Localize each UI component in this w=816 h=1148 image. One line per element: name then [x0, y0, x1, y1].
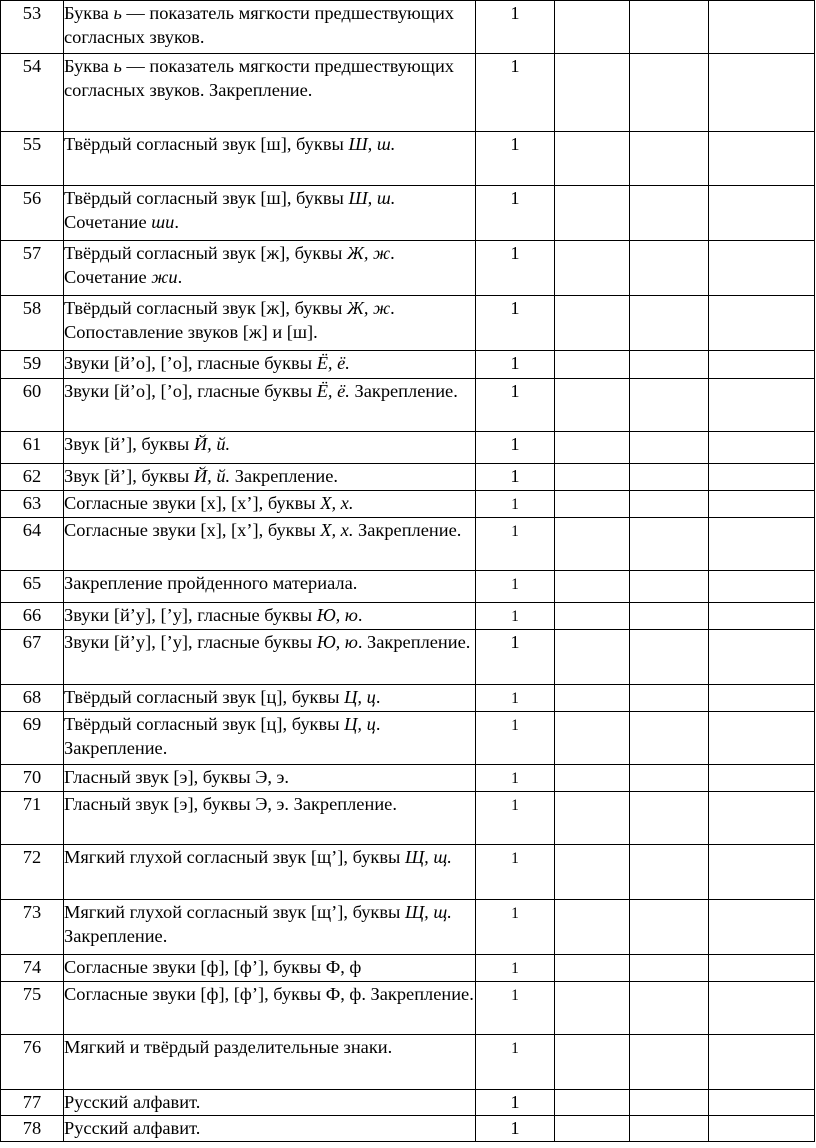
- table-row: [1, 630, 815, 685]
- empty-cell: [555, 1090, 630, 1116]
- lesson-topic: [64, 900, 476, 955]
- topic-text: Твёрдый согласный звук [ц], буквы: [64, 714, 345, 734]
- topic-text: .: [174, 212, 179, 232]
- empty-cell: [555, 630, 630, 685]
- lesson-topic: [64, 1, 476, 54]
- topic-text: Согласные звуки [х], [х’], буквы: [64, 493, 321, 513]
- empty-cell: [709, 712, 815, 765]
- topic-text: Мягкий глухой согласный звук [щ’], буквы: [64, 902, 405, 922]
- topic-text: Закрепление.: [64, 926, 168, 946]
- empty-cell: [555, 1, 630, 54]
- lesson-plan-body: [1, 1, 815, 1142]
- topic-text: Мягкий глухой согласный звук [щ’], буквы: [64, 847, 405, 867]
- lesson-number: 58: [1, 296, 64, 351]
- table-row: [1, 845, 815, 900]
- empty-cell: [709, 464, 815, 491]
- topic-letter-italic: Ш, ш.: [348, 188, 396, 208]
- lesson-hours: 1: [476, 1116, 555, 1142]
- topic-text: Буква: [64, 3, 114, 23]
- table-row: [1, 296, 815, 351]
- empty-cell: [709, 132, 815, 186]
- table-row: [1, 1, 815, 54]
- topic-text: . Сопоставление звуков [ж] и [ш].: [64, 298, 395, 342]
- empty-cell: [709, 351, 815, 379]
- topic-letter-italic: Ю, ю: [316, 605, 358, 625]
- topic-text: — показатель мягкости предшествующих согласных звуков. Закрепление.: [64, 56, 454, 100]
- topic-letter-italic: Х, х.: [320, 520, 354, 540]
- table-row: [1, 186, 815, 241]
- table-row: [1, 571, 815, 603]
- lesson-number: 54: [1, 54, 64, 132]
- lesson-number: 69: [1, 712, 64, 765]
- empty-cell: [630, 712, 709, 765]
- empty-cell: [709, 518, 815, 571]
- table-row: [1, 241, 815, 296]
- empty-cell: [709, 571, 815, 603]
- topic-text: Твёрдый согласный звук [ш], буквы: [64, 134, 349, 154]
- topic-text: Звуки [й’у], [’у], гласные буквы: [64, 632, 317, 652]
- empty-cell: [630, 186, 709, 241]
- lesson-hours: 1: [476, 186, 555, 241]
- lesson-topic: [64, 792, 476, 845]
- lesson-hours: 1: [476, 765, 555, 792]
- empty-cell: [630, 464, 709, 491]
- empty-cell: [555, 518, 630, 571]
- lesson-topic: [64, 685, 476, 712]
- lesson-topic: [64, 464, 476, 491]
- lesson-topic: [64, 1035, 476, 1090]
- topic-letter-italic: Ц, ц: [344, 714, 376, 734]
- table-row: [1, 685, 815, 712]
- empty-cell: [555, 132, 630, 186]
- lesson-hours: 1: [476, 1, 555, 54]
- topic-letter-italic: Ю, ю: [316, 632, 358, 652]
- table-row: [1, 1116, 815, 1142]
- topic-letter-italic: ь: [113, 56, 122, 76]
- topic-text: Русский алфавит.: [64, 1118, 201, 1138]
- lesson-hours: 1: [476, 955, 555, 982]
- topic-letter-italic: Х, х.: [320, 493, 354, 513]
- lesson-hours: 1: [476, 1090, 555, 1116]
- empty-cell: [709, 630, 815, 685]
- lesson-topic: [64, 571, 476, 603]
- topic-letter-italic: ши: [151, 212, 175, 232]
- topic-text: Закрепление.: [353, 520, 462, 540]
- lesson-hours: 1: [476, 296, 555, 351]
- empty-cell: [555, 464, 630, 491]
- lesson-topic: [64, 845, 476, 900]
- topic-text: Твёрдый согласный звук [ц], буквы: [64, 687, 345, 707]
- empty-cell: [555, 432, 630, 464]
- lesson-hours: 1: [476, 379, 555, 432]
- lesson-hours: 1: [476, 1035, 555, 1090]
- lesson-topic: [64, 630, 476, 685]
- lesson-number: 59: [1, 351, 64, 379]
- lesson-hours: 1: [476, 630, 555, 685]
- empty-cell: [709, 491, 815, 518]
- lesson-number: 66: [1, 603, 64, 630]
- table-row: [1, 379, 815, 432]
- empty-cell: [709, 54, 815, 132]
- lesson-number: 73: [1, 900, 64, 955]
- lesson-number: 74: [1, 955, 64, 982]
- lesson-number: 65: [1, 571, 64, 603]
- table-row: [1, 432, 815, 464]
- lesson-topic: [64, 54, 476, 132]
- empty-cell: [630, 630, 709, 685]
- empty-cell: [555, 296, 630, 351]
- table-row: [1, 54, 815, 132]
- lesson-hours: 1: [476, 845, 555, 900]
- empty-cell: [555, 845, 630, 900]
- lesson-topic: [64, 379, 476, 432]
- topic-letter-italic: Ж, ж: [347, 243, 391, 263]
- empty-cell: [630, 955, 709, 982]
- topic-letter-italic: ь: [113, 3, 122, 23]
- lesson-topic: [64, 132, 476, 186]
- lesson-hours: 1: [476, 432, 555, 464]
- topic-letter-italic: Ё, ё.: [316, 353, 350, 373]
- topic-text: Согласные звуки [ф], [ф’], буквы Ф, ф: [64, 957, 362, 977]
- lesson-number: 61: [1, 432, 64, 464]
- topic-text: Твёрдый согласный звук [ж], буквы: [64, 298, 347, 318]
- empty-cell: [709, 845, 815, 900]
- lesson-number: 55: [1, 132, 64, 186]
- empty-cell: [555, 571, 630, 603]
- topic-letter-italic: жи: [151, 267, 178, 287]
- lesson-number: 63: [1, 491, 64, 518]
- empty-cell: [709, 379, 815, 432]
- topic-letter-italic: Й, й.: [193, 466, 231, 486]
- empty-cell: [555, 54, 630, 132]
- lesson-topic: [64, 518, 476, 571]
- lesson-hours: 1: [476, 518, 555, 571]
- lesson-hours: 1: [476, 685, 555, 712]
- topic-text: Гласный звук [э], буквы Э, э.: [64, 767, 290, 787]
- empty-cell: [709, 432, 815, 464]
- lesson-number: 76: [1, 1035, 64, 1090]
- empty-cell: [630, 845, 709, 900]
- table-row: [1, 712, 815, 765]
- empty-cell: [555, 712, 630, 765]
- topic-text: Гласный звук [э], буквы Э, э. Закрепление.: [64, 794, 397, 814]
- lesson-hours: 1: [476, 351, 555, 379]
- empty-cell: [630, 571, 709, 603]
- empty-cell: [630, 432, 709, 464]
- table-row: [1, 1035, 815, 1090]
- empty-cell: [630, 685, 709, 712]
- topic-text: Мягкий и твёрдый разделительные знаки.: [64, 1037, 393, 1057]
- topic-letter-italic: Ж, ж: [347, 298, 391, 318]
- empty-cell: [630, 792, 709, 845]
- empty-cell: [555, 685, 630, 712]
- topic-text: Русский алфавит.: [64, 1092, 201, 1112]
- table-row: [1, 955, 815, 982]
- lesson-topic: [64, 186, 476, 241]
- empty-cell: [630, 1090, 709, 1116]
- empty-cell: [630, 379, 709, 432]
- topic-text: Звуки [й’о], [’о], гласные буквы: [64, 381, 317, 401]
- empty-cell: [555, 1035, 630, 1090]
- table-row: [1, 132, 815, 186]
- topic-text: Согласные звуки [ф], [ф’], буквы Ф, ф. Закрепление.: [64, 984, 474, 1004]
- topic-text: Твёрдый согласный звук [ж], буквы: [64, 243, 347, 263]
- topic-text: Сочетание: [64, 212, 152, 232]
- lesson-topic: [64, 982, 476, 1035]
- topic-text: Согласные звуки [х], [х’], буквы: [64, 520, 321, 540]
- lesson-number: 70: [1, 765, 64, 792]
- empty-cell: [555, 765, 630, 792]
- topic-text: Буква: [64, 56, 114, 76]
- table-row: [1, 491, 815, 518]
- lesson-number: 75: [1, 982, 64, 1035]
- topic-letter-italic: Ё, ё.: [316, 381, 350, 401]
- topic-text: . Сочетание: [64, 243, 395, 287]
- table-row: [1, 792, 815, 845]
- topic-text: Твёрдый согласный звук [ш], буквы: [64, 188, 349, 208]
- empty-cell: [630, 765, 709, 792]
- lesson-number: 64: [1, 518, 64, 571]
- lesson-topic: [64, 712, 476, 765]
- lesson-topic: [64, 1090, 476, 1116]
- empty-cell: [709, 685, 815, 712]
- empty-cell: [555, 955, 630, 982]
- lesson-hours: 1: [476, 132, 555, 186]
- table-row: [1, 765, 815, 792]
- empty-cell: [630, 982, 709, 1035]
- empty-cell: [555, 792, 630, 845]
- empty-cell: [709, 603, 815, 630]
- lesson-hours: 1: [476, 712, 555, 765]
- lesson-number: 56: [1, 186, 64, 241]
- table-row: [1, 603, 815, 630]
- lesson-number: 67: [1, 630, 64, 685]
- empty-cell: [630, 1, 709, 54]
- lesson-hours: 1: [476, 491, 555, 518]
- empty-cell: [630, 351, 709, 379]
- topic-letter-italic: Ц, ц: [344, 687, 376, 707]
- topic-text: Закрепление.: [349, 381, 458, 401]
- lesson-topic: [64, 491, 476, 518]
- topic-text: .: [375, 687, 381, 707]
- topic-letter-italic: Й, й.: [193, 434, 231, 454]
- lesson-number: 72: [1, 845, 64, 900]
- empty-cell: [555, 900, 630, 955]
- lesson-number: 68: [1, 685, 64, 712]
- table-row: [1, 1090, 815, 1116]
- lesson-number: 71: [1, 792, 64, 845]
- empty-cell: [709, 1035, 815, 1090]
- lesson-topic: [64, 955, 476, 982]
- table-row: [1, 351, 815, 379]
- empty-cell: [709, 982, 815, 1035]
- empty-cell: [709, 186, 815, 241]
- topic-letter-italic: Щ, щ.: [405, 902, 452, 922]
- topic-text: .: [357, 605, 363, 625]
- topic-text: . Закрепление.: [64, 714, 381, 758]
- empty-cell: [709, 955, 815, 982]
- lesson-number: 77: [1, 1090, 64, 1116]
- lesson-hours: 1: [476, 982, 555, 1035]
- empty-cell: [709, 1, 815, 54]
- empty-cell: [630, 491, 709, 518]
- topic-text: Звуки [й’у], [’у], гласные буквы: [64, 605, 317, 625]
- lesson-hours: 1: [476, 464, 555, 491]
- topic-text: . Закрепление.: [357, 632, 471, 652]
- lesson-hours: 1: [476, 54, 555, 132]
- empty-cell: [709, 900, 815, 955]
- empty-cell: [709, 1090, 815, 1116]
- topic-letter-italic: Ш, ш.: [348, 134, 396, 154]
- empty-cell: [709, 1116, 815, 1142]
- lesson-hours: 1: [476, 241, 555, 296]
- lesson-number: 53: [1, 1, 64, 54]
- empty-cell: [630, 900, 709, 955]
- lesson-topic: [64, 351, 476, 379]
- empty-cell: [555, 351, 630, 379]
- lesson-topic: [64, 1116, 476, 1142]
- lesson-hours: 1: [476, 603, 555, 630]
- lesson-number: 78: [1, 1116, 64, 1142]
- empty-cell: [555, 241, 630, 296]
- empty-cell: [630, 603, 709, 630]
- empty-cell: [630, 1035, 709, 1090]
- empty-cell: [555, 1116, 630, 1142]
- lesson-hours: 1: [476, 900, 555, 955]
- empty-cell: [555, 186, 630, 241]
- table-row: [1, 900, 815, 955]
- table-row: [1, 464, 815, 491]
- lesson-topic: [64, 241, 476, 296]
- topic-text: Звук [й’], буквы: [64, 466, 194, 486]
- lesson-hours: 1: [476, 571, 555, 603]
- topic-text: Звуки [й’о], [’о], гласные буквы: [64, 353, 317, 373]
- topic-text: Звук [й’], буквы: [64, 434, 194, 454]
- empty-cell: [709, 296, 815, 351]
- topic-letter-italic: Щ, щ.: [405, 847, 452, 867]
- table-row: [1, 982, 815, 1035]
- empty-cell: [555, 603, 630, 630]
- topic-text: — показатель мягкости предшествующих согласных звуков.: [64, 3, 454, 47]
- empty-cell: [555, 379, 630, 432]
- empty-cell: [630, 518, 709, 571]
- lesson-number: 57: [1, 241, 64, 296]
- empty-cell: [555, 491, 630, 518]
- empty-cell: [555, 982, 630, 1035]
- empty-cell: [630, 296, 709, 351]
- empty-cell: [630, 1116, 709, 1142]
- table-row: [1, 518, 815, 571]
- empty-cell: [709, 765, 815, 792]
- lesson-topic: [64, 765, 476, 792]
- empty-cell: [630, 54, 709, 132]
- lesson-number: 62: [1, 464, 64, 491]
- empty-cell: [709, 792, 815, 845]
- lesson-number: 60: [1, 379, 64, 432]
- topic-text: .: [177, 267, 183, 287]
- lesson-hours: 1: [476, 792, 555, 845]
- topic-text: Закрепление пройденного материала.: [64, 573, 358, 593]
- lesson-topic: [64, 296, 476, 351]
- empty-cell: [630, 132, 709, 186]
- topic-text: Закрепление.: [230, 466, 339, 486]
- empty-cell: [709, 241, 815, 296]
- lesson-topic: [64, 603, 476, 630]
- lesson-topic: [64, 432, 476, 464]
- empty-cell: [630, 241, 709, 296]
